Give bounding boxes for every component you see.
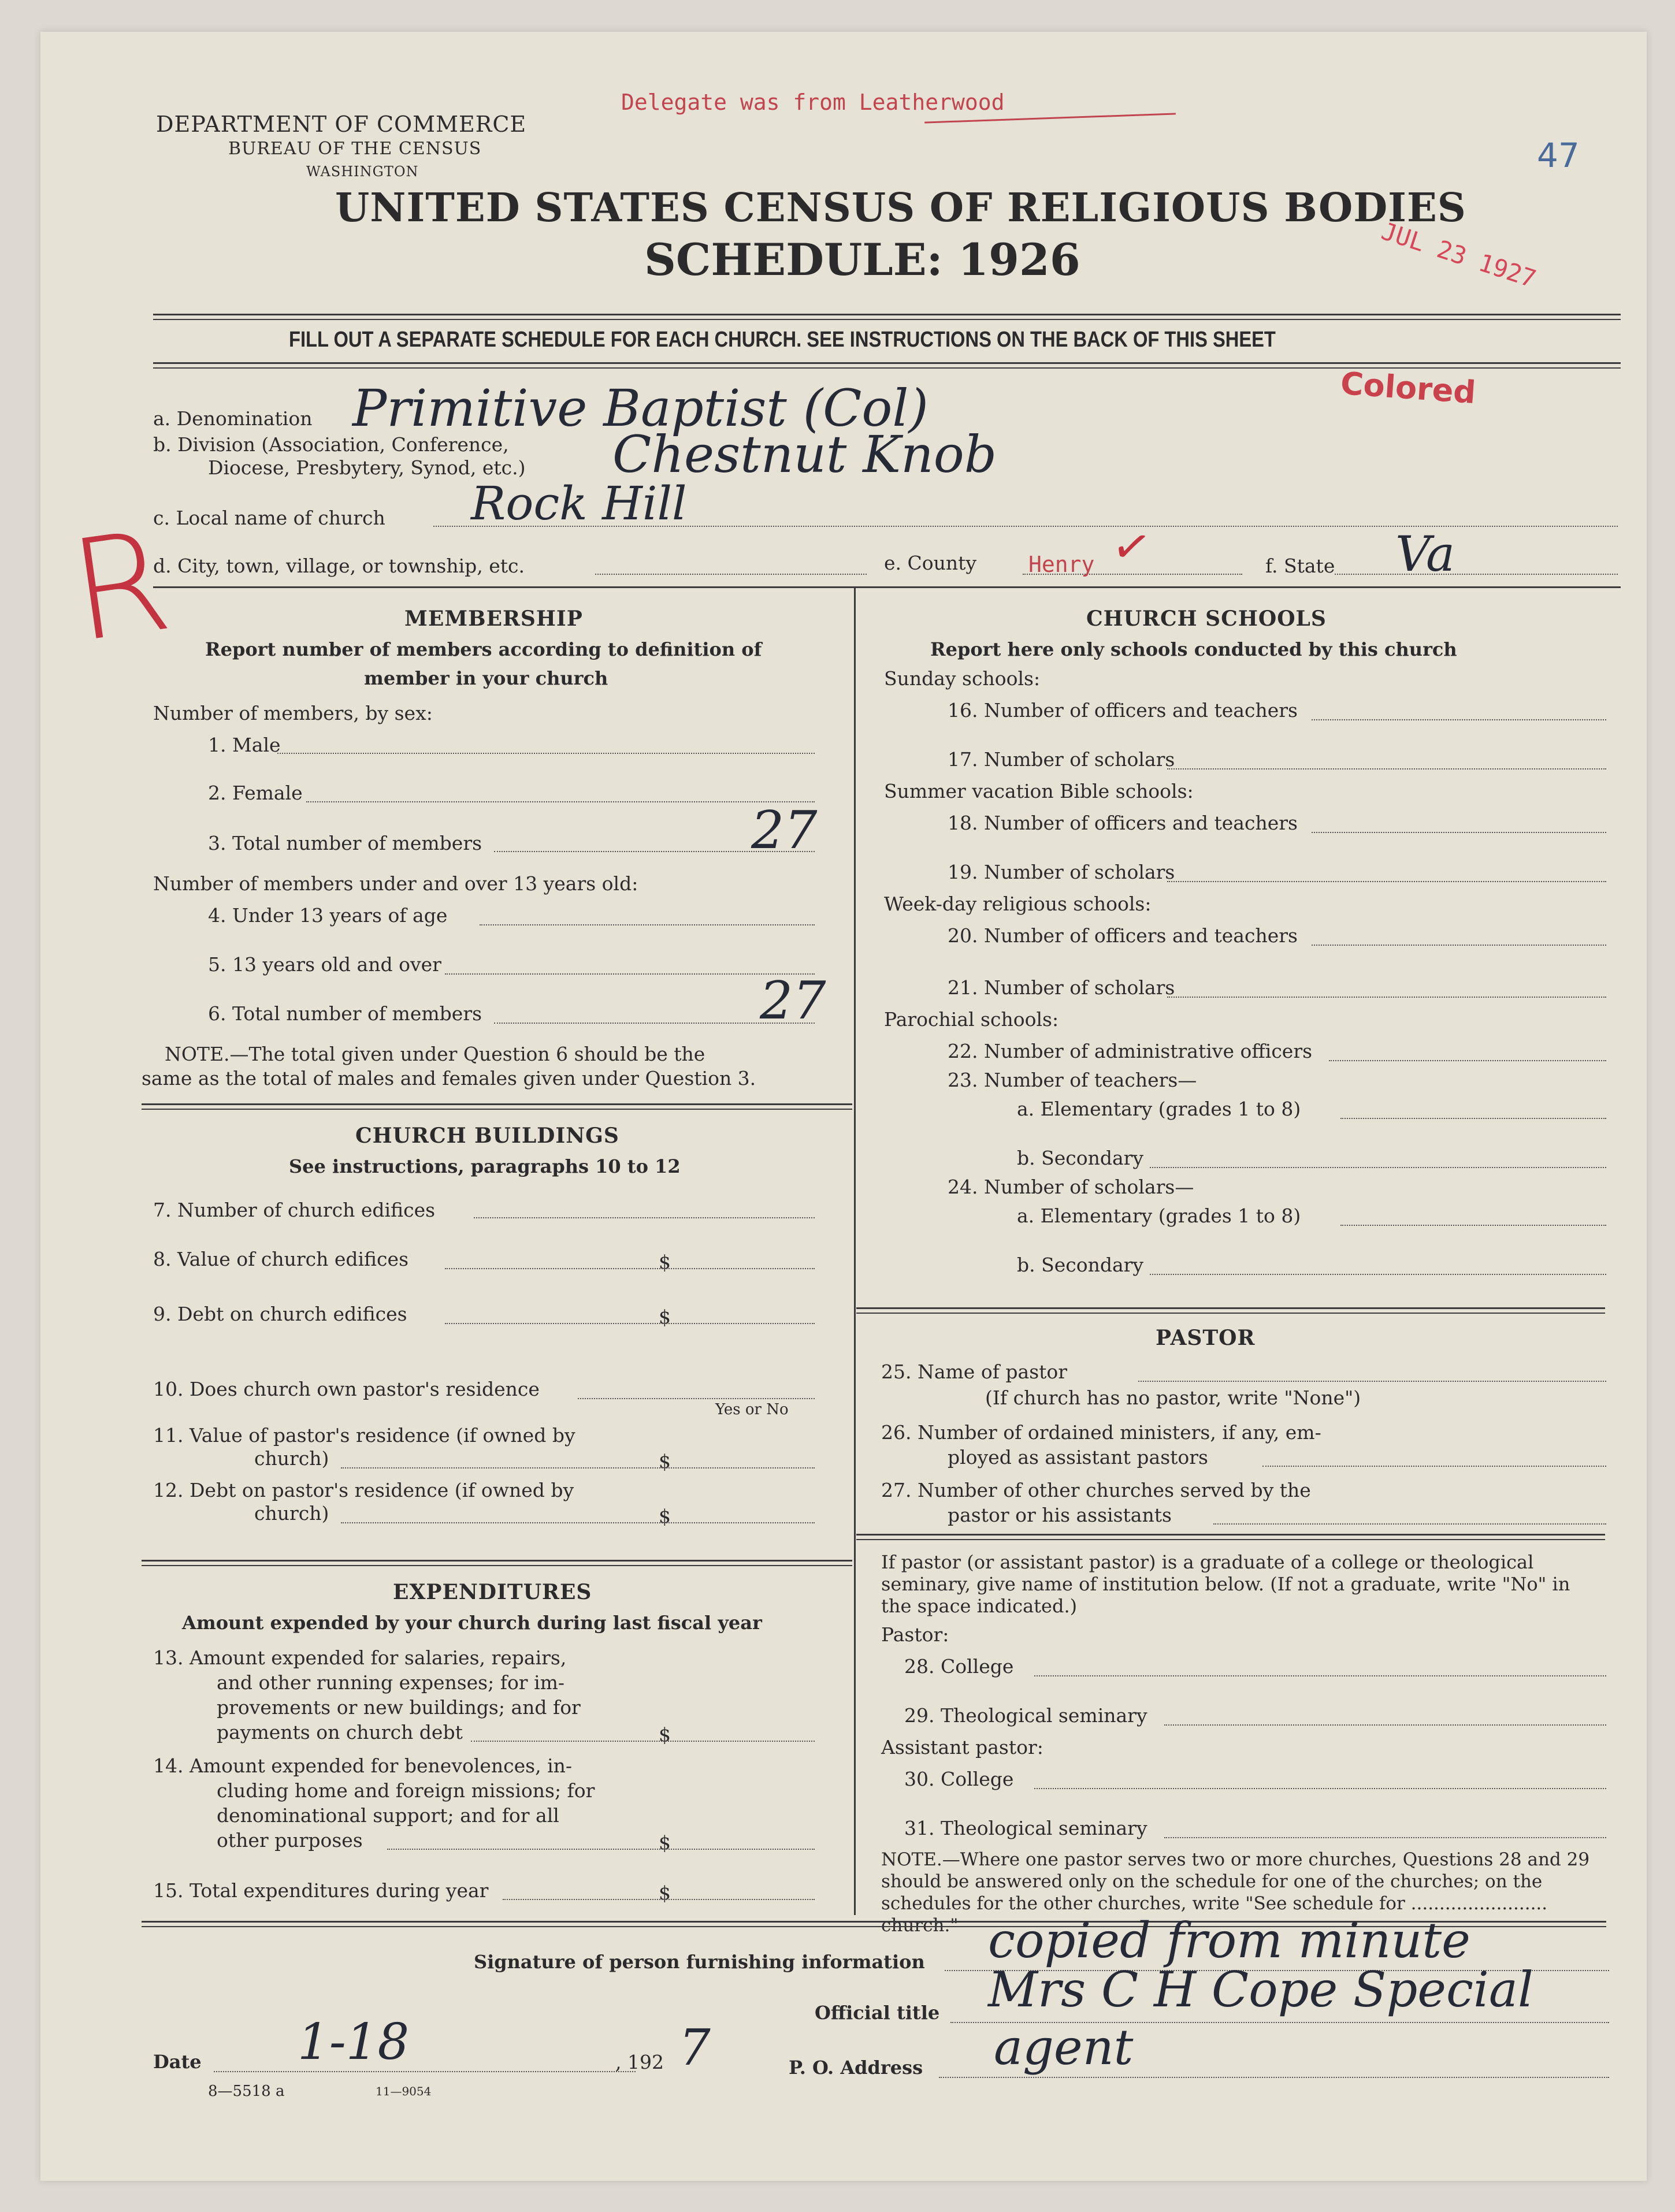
local-name-label: c. Local name of church	[153, 507, 385, 529]
q28-label: 28. College	[904, 1655, 1014, 1678]
q9-dollar: $	[659, 1306, 671, 1328]
q17-label: 17. Number of scholars	[948, 748, 1175, 771]
membership-heading: MEMBERSHIP	[404, 607, 583, 631]
received-date-stamp: JUL 23 1927	[1377, 217, 1540, 293]
colored-stamp: Colored	[1339, 365, 1477, 411]
membership-sub-2: member in your church	[364, 667, 608, 689]
q9-label: 9. Debt on church edifices	[153, 1303, 407, 1325]
print-number: 11—9054	[376, 2084, 432, 2098]
form-title: UNITED STATES CENSUS OF RELIGIOUS BODIES	[335, 185, 1466, 231]
q2-label: 2. Female	[208, 782, 303, 804]
q15-label: 15. Total expenditures during year	[153, 1879, 489, 1902]
county-check-mark: ✓	[1108, 516, 1156, 577]
schedule-number: 47	[1537, 136, 1580, 175]
q12-dollar: $	[659, 1505, 671, 1527]
q12-label: 12. Debt on pastor's residence (if owned by	[153, 1479, 574, 1501]
graduate-note: If pastor (or assistant pastor) is a graduate of a college or theological seminary, give name of institution below. (If not a graduate, write "No" in the space indicated.)	[881, 1551, 1570, 1617]
q18-label: 18. Number of officers and teachers	[948, 812, 1298, 834]
q27-label-2: pastor or his assistants	[948, 1504, 1172, 1526]
po-address-label: P. O. Address	[789, 2057, 923, 2079]
signature-value[interactable]: copied from minute	[988, 1912, 1470, 1969]
q4-label: 4. Under 13 years of age	[208, 904, 448, 927]
sunday-schools-label: Sunday schools:	[884, 667, 1041, 690]
q24a-label: a. Elementary (grades 1 to 8)	[1017, 1204, 1301, 1227]
q14-label: 14. Amount expended for benevolences, in-	[153, 1754, 573, 1777]
q15-dollar: $	[659, 1882, 671, 1904]
q23a-label: a. Elementary (grades 1 to 8)	[1017, 1098, 1301, 1120]
q13-label-2: and other running expenses; for im-	[217, 1671, 565, 1694]
q22-label: 22. Number of administrative officers	[948, 1040, 1313, 1062]
year-value[interactable]: 7	[679, 2019, 711, 2077]
q27-label: 27. Number of other churches served by the	[881, 1479, 1311, 1501]
q13-label-3: provements or new buildings; and for	[217, 1696, 581, 1719]
signature-label: Signature of person furnishing information	[474, 1951, 925, 1973]
instruction-banner: FILL OUT A SEPARATE SCHEDULE FOR EACH CHURCH. SEE INSTRUCTIONS ON THE BACK OF THIS SHEET	[289, 328, 1276, 352]
q13-dollar: $	[659, 1723, 671, 1746]
bureau-heading: BUREAU OF THE CENSUS	[228, 139, 482, 159]
q6-value[interactable]: 27	[760, 971, 826, 1031]
q14-dollar: $	[659, 1831, 671, 1854]
q23-label: 23. Number of teachers—	[948, 1069, 1197, 1091]
q25-note: (If church has no pastor, write "None")	[985, 1386, 1361, 1409]
red-r-mark: R	[61, 499, 180, 674]
pastor-heading: PASTOR	[1156, 1326, 1256, 1350]
division-label-2: Diocese, Presbytery, Synod, etc.)	[208, 456, 526, 479]
membership-note-2: same as the total of males and females given under Question 3.	[142, 1067, 756, 1090]
q14-label-4: other purposes	[217, 1829, 363, 1852]
banner-rule-bottom	[153, 362, 1621, 369]
denomination-label: a. Denomination	[153, 407, 313, 430]
schools-sub: Report here only schools conducted by this church	[930, 638, 1457, 660]
q26-label: 26. Number of ordained ministers, if any, em-	[881, 1421, 1321, 1444]
census-schedule-sheet	[40, 32, 1647, 2181]
state-label: f. State	[1265, 555, 1335, 577]
pastor-label: Pastor:	[881, 1623, 949, 1646]
buildings-heading: CHURCH BUILDINGS	[355, 1124, 619, 1148]
division-value[interactable]: Chestnut Knob	[612, 425, 997, 484]
q12-label-2: church)	[254, 1502, 329, 1525]
official-title-value[interactable]: Mrs C H Cope Special	[988, 1961, 1533, 2018]
official-title-label: Official title	[815, 2002, 940, 2024]
q13-label: 13. Amount expended for salaries, repairs,	[153, 1646, 567, 1669]
q14-label-2: cluding home and foreign missions; for	[217, 1779, 595, 1802]
form-number: 8—5518 a	[208, 2083, 285, 2100]
by-age-label: Number of members under and over 13 years old:	[153, 872, 638, 895]
q1-label: 1. Male	[208, 734, 281, 756]
q24-label: 24. Number of scholars—	[948, 1176, 1194, 1198]
division-label: b. Division (Association, Conference,	[153, 433, 509, 456]
q10-label: 10. Does church own pastor's residence	[153, 1378, 540, 1400]
local-name-value[interactable]: Rock Hill	[471, 477, 687, 530]
buildings-sub: See instructions, paragraphs 10 to 12	[289, 1155, 681, 1177]
date-value[interactable]: 1-18	[298, 2013, 410, 2071]
q31-label: 31. Theological seminary	[904, 1817, 1147, 1839]
pastor-note: NOTE.—Where one pastor serves two or more churches, Questions 28 and 29 should be answered only on the schedule for one of the churches; on the schedules for the other churches, write "See schedule for ........................ church."	[881, 1849, 1590, 1936]
q11-label: 11. Value of pastor's residence (if owned by	[153, 1424, 575, 1447]
city-heading: WASHINGTON	[306, 163, 419, 180]
q16-label: 16. Number of officers and teachers	[948, 699, 1298, 722]
q11-dollar: $	[659, 1450, 671, 1473]
city-label: d. City, town, village, or township, etc.	[153, 555, 525, 577]
denomination-value[interactable]: Primitive Baptist (Col)	[352, 378, 929, 438]
schedule-year: SCHEDULE: 1926	[644, 234, 1080, 285]
q5-label: 5. 13 years old and over	[208, 953, 441, 976]
q25-label: 25. Name of pastor	[881, 1360, 1068, 1383]
q14-label-3: denominational support; and for all	[217, 1804, 559, 1827]
q30-label: 30. College	[904, 1768, 1014, 1790]
q26-label-2: ployed as assistant pastors	[948, 1446, 1208, 1469]
q8-label: 8. Value of church edifices	[153, 1248, 409, 1270]
department-heading: DEPARTMENT OF COMMERCE	[156, 111, 527, 137]
q24b-label: b. Secondary	[1017, 1254, 1144, 1276]
q3-value[interactable]: 27	[751, 800, 818, 861]
po-address-value[interactable]: agent	[994, 2019, 1134, 2076]
assistant-pastor-label: Assistant pastor:	[881, 1736, 1043, 1759]
q13-label-4: payments on church debt	[217, 1721, 463, 1743]
schools-heading: CHURCH SCHOOLS	[1086, 607, 1327, 631]
q19-label: 19. Number of scholars	[948, 861, 1175, 883]
date-label: Date	[153, 2051, 202, 2073]
delegate-annotation: Delegate was from Leatherwood	[621, 90, 1005, 115]
by-sex-label: Number of members, by sex:	[153, 702, 433, 724]
q3-label: 3. Total number of members	[208, 832, 482, 854]
parochial-schools-label: Parochial schools:	[884, 1008, 1059, 1031]
year-prefix: , 192	[615, 2051, 664, 2073]
q8-dollar: $	[659, 1251, 671, 1273]
q29-label: 29. Theological seminary	[904, 1704, 1147, 1727]
q7-label: 7. Number of church edifices	[153, 1199, 436, 1221]
membership-note: NOTE.—The total given under Question 6 should be the	[165, 1043, 705, 1065]
expenditures-sub: Amount expended by your church during last fiscal year	[182, 1612, 762, 1634]
q20-label: 20. Number of officers and teachers	[948, 924, 1298, 947]
weekday-schools-label: Week-day religious schools:	[884, 893, 1152, 915]
summer-schools-label: Summer vacation Bible schools:	[884, 780, 1194, 802]
q23b-label: b. Secondary	[1017, 1147, 1144, 1169]
yes-no-hint: Yes or No	[715, 1401, 789, 1418]
membership-sub: Report number of members according to definition of	[205, 638, 762, 660]
q21-label: 21. Number of scholars	[948, 976, 1175, 999]
q11-label-2: church)	[254, 1447, 329, 1470]
banner-rule-top	[153, 314, 1621, 320]
state-value[interactable]: Va	[1395, 526, 1455, 582]
column-divider	[854, 586, 856, 1915]
expenditures-heading: EXPENDITURES	[393, 1580, 592, 1604]
q6-label: 6. Total number of members	[208, 1002, 482, 1025]
county-value[interactable]: Henry	[1028, 552, 1095, 577]
county-label: e. County	[884, 552, 977, 574]
